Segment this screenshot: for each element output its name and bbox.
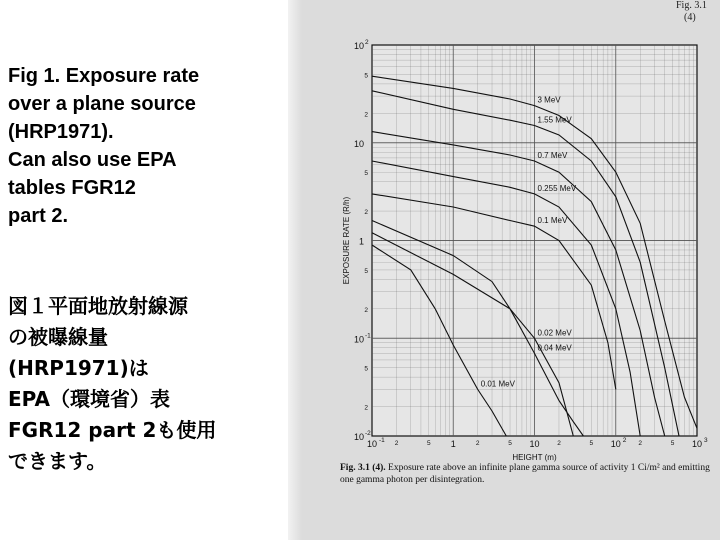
y-minor-label: 5 — [364, 170, 368, 178]
y-tick-label-0: 10 — [353, 432, 364, 442]
x-minor-label: 2 — [638, 440, 643, 447]
series-label-4: 0.1 MeV — [537, 216, 568, 226]
series-label-6: 0.01 MeV — [480, 379, 515, 389]
figure-caption-text: Exposure rate above an infinite plane gamma source of activity 1 Ci/m² and emitting one gamma photon per disintegration. — [340, 463, 710, 485]
x-minor-label: 5 — [426, 440, 431, 447]
series-label-0: 3 MeV — [537, 95, 561, 105]
figure-number: Fig. 3.1 — [676, 0, 707, 11]
y-minor-label: 5 — [364, 267, 368, 275]
y-tick-label-1: 10 — [353, 334, 364, 345]
figure-subnumber: (4) — [684, 12, 696, 23]
x-minor-label: 2 — [394, 440, 399, 447]
x-minor-label: 5 — [589, 440, 594, 447]
caption-english: Fig 1. Exposure rate over a plane source (HRP1971). Can also use EPA tables FGR12 part 2. — [8, 65, 200, 227]
x-tick-label-1: 1 — [450, 439, 456, 449]
x-axis-title: HEIGHT (m) — [512, 453, 557, 462]
series-label-1: 1.55 MeV — [537, 115, 572, 125]
y-tick-label-4: 10 — [353, 41, 364, 51]
y-minor-label: 2 — [364, 111, 368, 119]
x-minor-label: 5 — [670, 440, 675, 447]
series-label-5: 0.04 MeV — [537, 343, 572, 353]
x-minor-label: 2 — [557, 440, 561, 447]
y-axis-title: EXPOSURE RATE (R/h) — [342, 196, 351, 285]
y-minor-label: 2 — [364, 404, 368, 412]
y-minor-label: 2 — [364, 209, 368, 217]
x-minor-label: 5 — [508, 440, 512, 447]
x-minor-label: 2 — [475, 440, 480, 447]
y-minor-label: 5 — [364, 365, 368, 373]
series-label-3: 0.255 MeV — [537, 183, 577, 193]
x-tick-label-2: 10 — [529, 439, 540, 449]
x-tick-exponent-4: 3 — [704, 437, 708, 444]
figure-caption — [340, 462, 712, 486]
y-tick-exponent-0: -2 — [365, 430, 371, 437]
series-label-2: 0.7 MeV — [537, 151, 568, 160]
x-tick-label-3: 10 — [610, 439, 621, 449]
y-tick-exponent-1: -1 — [365, 332, 371, 340]
y-tick-exponent-4: 2 — [365, 39, 369, 46]
y-tick-label-3: 10 — [353, 138, 364, 149]
y-tick-label-2: 1 — [358, 236, 364, 247]
caption-japanese: 図１平面地放射線源 の被曝線量 (HRP1971)は EPA（環境省）表 FGR12 part 2も使用 できます。 — [8, 294, 217, 473]
x-tick-exponent-0: -1 — [379, 437, 385, 444]
x-tick-label-4: 10 — [691, 439, 703, 449]
y-minor-label: 5 — [364, 72, 368, 80]
x-tick-label-0: 10 — [366, 439, 378, 449]
x-tick-exponent-3: 2 — [622, 437, 627, 444]
y-minor-label: 2 — [364, 306, 368, 314]
figure-caption-label: Fig. 3.1 (4). — [340, 463, 386, 473]
series-label-7: 0.02 MeV — [537, 328, 572, 338]
